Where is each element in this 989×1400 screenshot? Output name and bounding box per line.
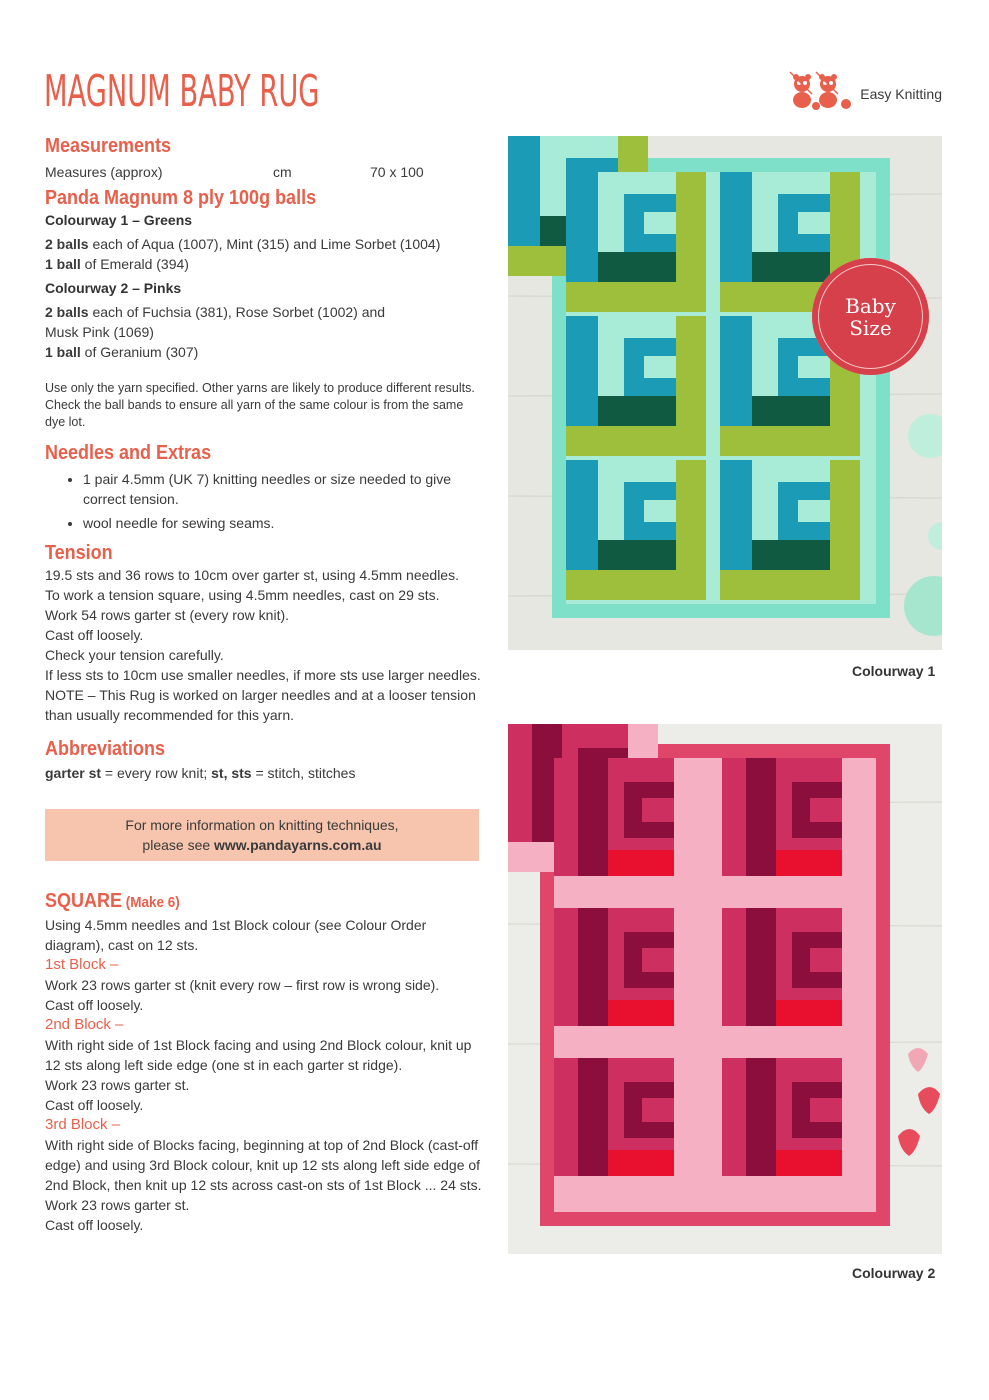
- block-2-line: Work 23 rows garter st.: [45, 1077, 190, 1093]
- cw2-text1b: Musk Pink (1069): [45, 324, 154, 340]
- needles-item: • wool needle for sewing seams.: [83, 513, 485, 533]
- page-title: MAGNUM BABY RUG: [44, 66, 320, 117]
- baby-size-badge: [812, 258, 929, 375]
- measurements-row: [45, 162, 485, 182]
- square-heading: [45, 889, 441, 915]
- info-line-2: please see: [142, 837, 215, 853]
- measurements-value: 70 x 100: [370, 164, 424, 180]
- block-2-line: With right side of 1st Block facing and using 2nd Block colour, knit up 12 sts along left side edge (one st in each garter st ridge).: [45, 1037, 472, 1073]
- abbr-def-1: = every row knit;: [101, 765, 212, 781]
- block-1-line: Cast off loosely.: [45, 997, 144, 1013]
- info-box: [45, 809, 479, 861]
- abbr-term-1: garter st: [45, 765, 102, 781]
- needles-heading: Needles and Extras: [45, 442, 212, 464]
- difficulty-label: Easy Knitting: [860, 86, 942, 102]
- block-3-line: With right side of Blocks facing, beginning at top of 2nd Block (cast-off edge) and using 3rd Block colour, knit up 12 sts along left side edge of 2nd Block, then knit up 12 sts across cast-on sts of 1st Block ... 24 sts.: [45, 1137, 482, 1193]
- difficulty-rating: [788, 70, 942, 110]
- cw2-text2: of Geranium (307): [80, 344, 199, 360]
- colourway1-title: Colourway 1 – Greens: [45, 212, 193, 228]
- block-3-line: Work 23 rows garter st.: [45, 1197, 190, 1213]
- yarn-note-1: Use only the yarn specified. Other yarns are likely to produce different results.: [45, 381, 475, 395]
- tension-note-text: – This Rug is worked on larger needles and at a looser tension than usually recommended for this yarn.: [45, 687, 476, 723]
- block-3-title: 3rd Block –: [45, 1116, 121, 1133]
- abbreviations-heading: Abbreviations: [45, 738, 166, 760]
- block-2-title: 2nd Block –: [45, 1016, 124, 1033]
- info-line-1: For more information on knitting techniques,: [125, 817, 399, 833]
- abbreviations-line: [45, 763, 485, 783]
- cw1-qty2: 1 ball: [45, 256, 81, 272]
- square-intro: Using 4.5mm needles and 1st Block colour (see Colour Order diagram), cast on 12 sts.: [45, 917, 427, 953]
- tension-line: To work a tension square, using 4.5mm needles, cast on 29 sts.: [45, 587, 440, 603]
- yarn-note-2: Check the ball bands to ensure all yarn of the same colour is from the same dye lot.: [45, 398, 464, 429]
- cw1-qty1: 2 balls: [45, 236, 89, 252]
- cw1-text2: of Emerald (394): [80, 256, 189, 272]
- colourway2-title: Colourway 2 – Pinks: [45, 280, 182, 296]
- cw2-qty2: 1 ball: [45, 344, 81, 360]
- yarn-heading: Panda Magnum 8 ply 100g balls: [45, 187, 317, 209]
- tension-line: Cast off loosely.: [45, 627, 144, 643]
- badge-line-1: Baby: [845, 293, 896, 318]
- abbr-def-2: = stitch, stitches: [251, 765, 356, 781]
- measurements-unit: cm: [273, 164, 292, 180]
- block-2-line: Cast off loosely.: [45, 1097, 144, 1113]
- tension-heading: Tension: [45, 542, 113, 564]
- block-3-line: Cast off loosely.: [45, 1217, 144, 1233]
- photo-colourway-2: [508, 724, 942, 1254]
- needles-item: • 1 pair 4.5mm (UK 7) knitting needles or size needed to give correct tension.: [83, 469, 485, 509]
- cw2-text1: each of Fuchsia (381), Rose Sorbet (1002) and: [88, 304, 386, 320]
- square-heading-text: SQUARE: [45, 890, 123, 912]
- tension-line: Work 54 rows garter st (every row knit).: [45, 607, 290, 623]
- tension-note-label: NOTE: [45, 687, 84, 703]
- pattern-text-column: [45, 134, 485, 1235]
- block-1-line: Work 23 rows garter st (knit every row – first row is wrong side).: [45, 977, 440, 993]
- caption-colourway-2: Colourway 2: [852, 1265, 936, 1281]
- website-link[interactable]: www.pandayarns.com.au: [214, 837, 382, 853]
- tension-line: 19.5 sts and 36 rows to 10cm over garter st, using 4.5mm needles.: [45, 567, 459, 583]
- tension-line: If less sts to 10cm use smaller needles, if more sts use larger needles.: [45, 667, 481, 683]
- photo-colourway-1: [508, 136, 942, 650]
- measurements-label: Measures (approx): [45, 164, 163, 180]
- badge-line-2: Size: [849, 315, 892, 340]
- abbr-term-2: st, sts: [211, 765, 252, 781]
- rug-pinks-image: [508, 724, 942, 1254]
- needles-list: [45, 469, 485, 533]
- cw1-text1: each of Aqua (1007), Mint (315) and Lime Sorbet (1004): [88, 236, 441, 252]
- square-heading-note: (Make 6): [122, 894, 180, 911]
- measurements-heading: Measurements: [45, 135, 172, 157]
- cw2-qty1: 2 balls: [45, 304, 89, 320]
- panda-icon: [788, 70, 854, 110]
- caption-colourway-1: Colourway 1: [852, 663, 936, 679]
- block-1-title: 1st Block –: [45, 956, 119, 973]
- tension-line: Check your tension carefully.: [45, 647, 224, 663]
- tension-note: [45, 685, 485, 725]
- rug-greens-image: [508, 136, 942, 650]
